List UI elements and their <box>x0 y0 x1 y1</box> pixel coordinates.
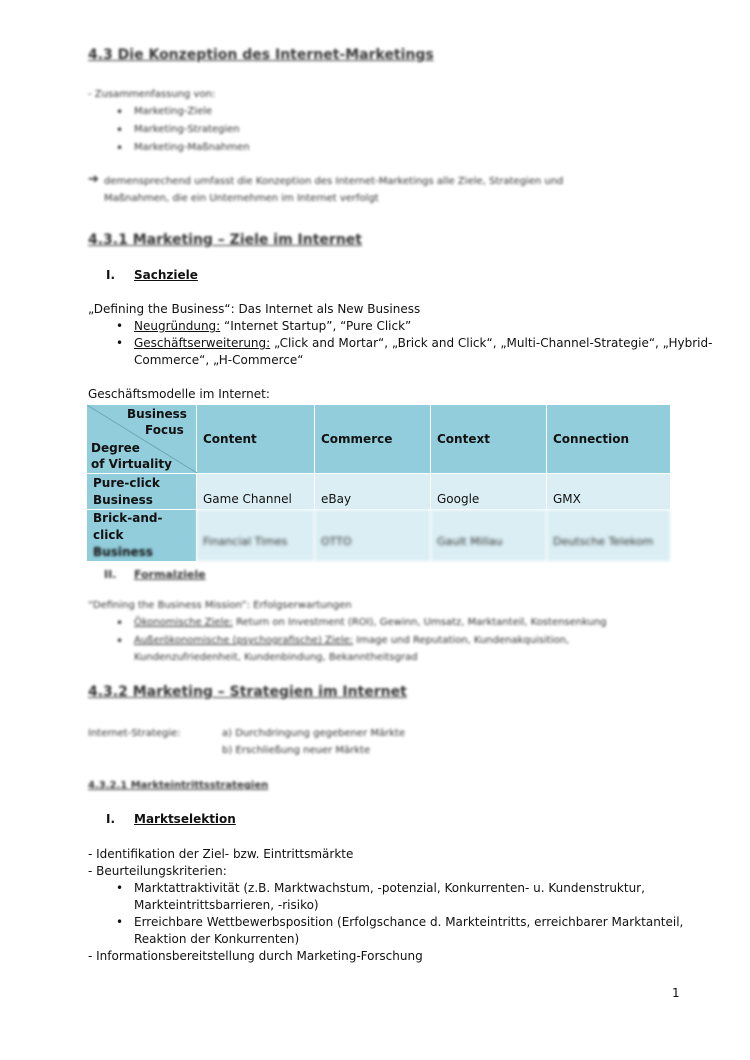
conclusion-line: Maßnahmen, die ein Unternehmen im Internet verfolgt <box>104 193 379 204</box>
criterion-text-continued: Markteintrittsbarrieren, -risiko) <box>134 898 319 912</box>
bullet-icon: • <box>116 634 124 648</box>
bullet-icon: • <box>116 881 124 895</box>
criterion-text: Erreichbare Wettbewerbsposition (Erfolgschance d. Markteintritts, erreichbarer Marktanteil, <box>134 915 684 929</box>
bullet-geschaeftserweiterung <box>134 336 712 350</box>
right-arrow-icon: ➔ <box>88 172 99 187</box>
column-header: Context <box>431 405 547 474</box>
summary-intro: - Zusammenfassung von: <box>88 89 216 100</box>
bullet-icon: • <box>116 141 124 155</box>
bullet-neugruendung <box>134 319 411 333</box>
strategy-option: a) Durchdringung gegebener Märkte <box>222 728 406 739</box>
summary-item: Marketing-Maßnahmen <box>134 142 250 153</box>
table-cell: Financial Times <box>197 510 315 562</box>
heading-number: I. <box>106 268 116 282</box>
bullet-label: Außerökonomische (psychografische) Ziele: <box>134 635 354 646</box>
business-models-table <box>86 404 671 562</box>
bullet-icon: • <box>116 105 124 119</box>
column-header: Commerce <box>315 405 431 474</box>
table-cell: Google <box>431 474 547 510</box>
bullet-icon: • <box>116 616 124 630</box>
heading-sachziele: Sachziele <box>134 268 198 282</box>
heading-number: II. <box>104 568 117 581</box>
heading-number: I. <box>106 812 116 826</box>
page-number: 1 <box>672 986 680 1000</box>
strategy-label: Internet-Strategie: <box>88 728 181 739</box>
corner-label-virtuality: of Virtuality <box>91 457 172 471</box>
corner-label-business: Business <box>127 407 187 421</box>
table-cell: Gault Millau <box>431 510 547 562</box>
bullet-text: „Click and Mortar“, „Brick and Click“, „Multi-Channel-Strategie“, „Hybrid- <box>270 336 713 350</box>
table-row <box>87 510 671 562</box>
table-row <box>87 474 671 510</box>
mission-text: “Defining the Business Mission”: Erfolgserwartungen <box>88 600 352 611</box>
bullet-label: Ökonomische Ziele: <box>134 617 233 628</box>
bullet-text: Image und Reputation, Kundenakquisition, <box>353 635 570 646</box>
bullet-ausseroekonomische-ziele <box>134 635 569 646</box>
subsection-title: 4.3.2 Marketing – Strategien im Internet <box>88 684 407 700</box>
bullet-label: Geschäftserweiterung: <box>134 336 271 350</box>
table-cell: Deutsche Telekom <box>547 510 671 562</box>
summary-item: Marketing-Strategien <box>134 124 240 135</box>
row-header <box>87 510 197 562</box>
criterion-text-continued: Reaktion der Konkurrenten) <box>134 932 300 946</box>
heading-marktselektion: Marktselektion <box>134 812 236 826</box>
table-cell: eBay <box>315 474 431 510</box>
defining-business-text: „Defining the Business“: Das Internet als New Business <box>88 302 421 316</box>
summary-item: Marketing-Ziele <box>134 106 213 117</box>
table-cell: GMX <box>547 474 671 510</box>
bullet-oekonomische-ziele <box>134 617 607 628</box>
row-header-line: Business <box>93 545 153 559</box>
subsubsection-title: 4.3.2.1 Markteintrittsstrategien <box>88 780 269 791</box>
column-header: Connection <box>547 405 671 474</box>
column-header: Content <box>197 405 315 474</box>
bullet-icon: • <box>116 319 124 333</box>
corner-label-focus: Focus <box>145 423 184 437</box>
strategy-option: b) Erschließung neuer Märkte <box>222 745 371 756</box>
bullet-icon: • <box>116 123 124 137</box>
row-header-line: Business <box>93 492 153 507</box>
heading-formalziele: Formalziele <box>134 568 206 581</box>
bullet-text-continued: Commerce“, „H-Commerce“ <box>134 353 304 367</box>
row-header-line: Brick-and-click <box>93 511 163 542</box>
subsection-title: 4.3.1 Marketing – Ziele im Internet <box>88 232 362 248</box>
bullet-icon: • <box>116 915 124 929</box>
table-caption: Geschäftsmodelle im Internet: <box>88 387 270 401</box>
section-title: 4.3 Die Konzeption des Internet-Marketings <box>88 47 434 63</box>
bullet-text: Return on Investment (ROI), Gewinn, Umsatz, Marktanteil, Kostensenkung <box>232 617 607 628</box>
conclusion-line: demensprechend umfasst die Konzeption des Internet-Marketings alle Ziele, Strategien und <box>104 176 564 187</box>
criterion-text: Marktattraktivität (z.B. Marktwachstum, -potenzial, Konkurrenten- u. Kundenstruktur, <box>134 881 645 895</box>
bullet-text: “Internet Startup”, “Pure Click” <box>220 319 412 333</box>
text-line: - Identifikation der Ziel- bzw. Eintrittsmärkte <box>88 847 354 861</box>
table-header-row <box>87 405 671 474</box>
row-header <box>87 474 197 510</box>
text-line: - Beurteilungskriterien: <box>88 864 227 878</box>
bullet-text-continued: Kundenzufriedenheit, Kundenbindung, Bekanntheitsgrad <box>134 652 418 663</box>
text-line: - Informationsbereitstellung durch Marketing-Forschung <box>88 949 423 963</box>
bullet-label: Neugründung: <box>134 319 221 333</box>
table-cell: Game Channel <box>197 474 315 510</box>
table-cell: OTTO <box>315 510 431 562</box>
table-corner-cell <box>87 405 197 474</box>
bullet-icon: • <box>116 336 124 350</box>
corner-label-degree: Degree <box>91 441 140 455</box>
row-header-line: Pure-click <box>93 475 160 490</box>
